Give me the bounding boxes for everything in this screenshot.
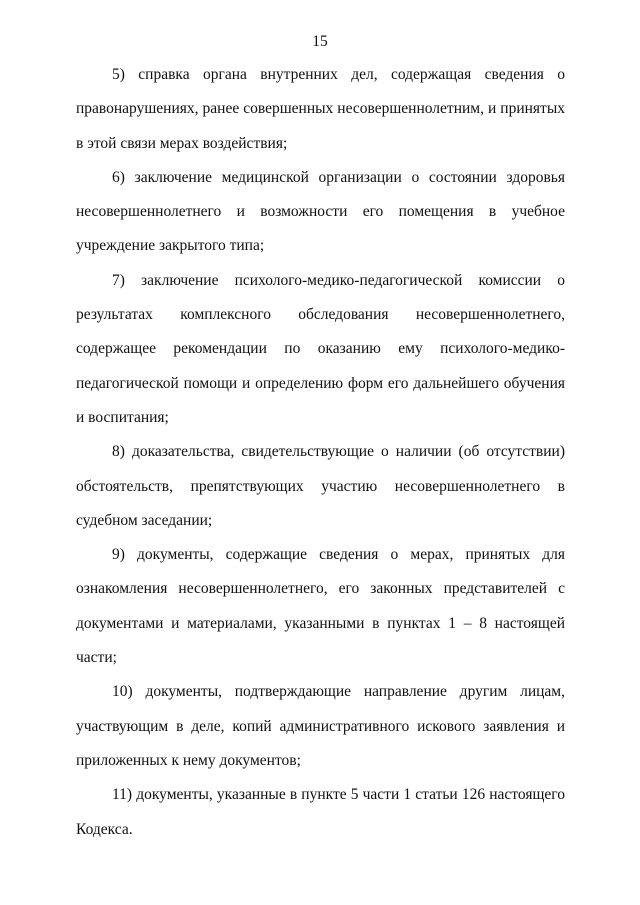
- list-item: 11) документы, указанные в пункте 5 части 1 статьи 126 настоящего Кодекса.: [76, 786, 565, 838]
- list-item: 10) документы, подтверждающие направление другим лицам, участвующим в деле, копий административного искового заявления и приложенных к нему документов;: [76, 683, 565, 769]
- page-number: 15: [312, 33, 328, 50]
- list-item: 8) доказательства, свидетельствующие о наличии (об отсутствии) обстоятельств, препятствующих участию несовершеннолетнего в судебном заседании;: [76, 443, 565, 529]
- list-item: 7) заключение психолого-медико-педагогической комиссии о результатах комплексного обследования несовершеннолетнего, содержащее рекомендации по оказанию ему психолого-медико-педагогической помощи и определению форм его дальнейшего обучения и воспитания;: [76, 271, 565, 426]
- list-item: 9) документы, содержащие сведения о мерах, принятых для ознакомления несовершеннолетнего, его законных представителей с документами и материалами, указанными в пунктах 1 – 8 настоящей части;: [76, 546, 565, 667]
- document-body: [76, 58, 565, 847]
- list-item: 5) справка органа внутренних дел, содержащая сведения о правонарушениях, ранее совершенных несовершеннолетним, и принятых в этой связи мерах воздействия;: [76, 66, 565, 152]
- list-item: 6) заключение медицинской организации о состоянии здоровья несовершеннолетнего и возможности его помещения в учебное учреждение закрытого типа;: [76, 168, 565, 255]
